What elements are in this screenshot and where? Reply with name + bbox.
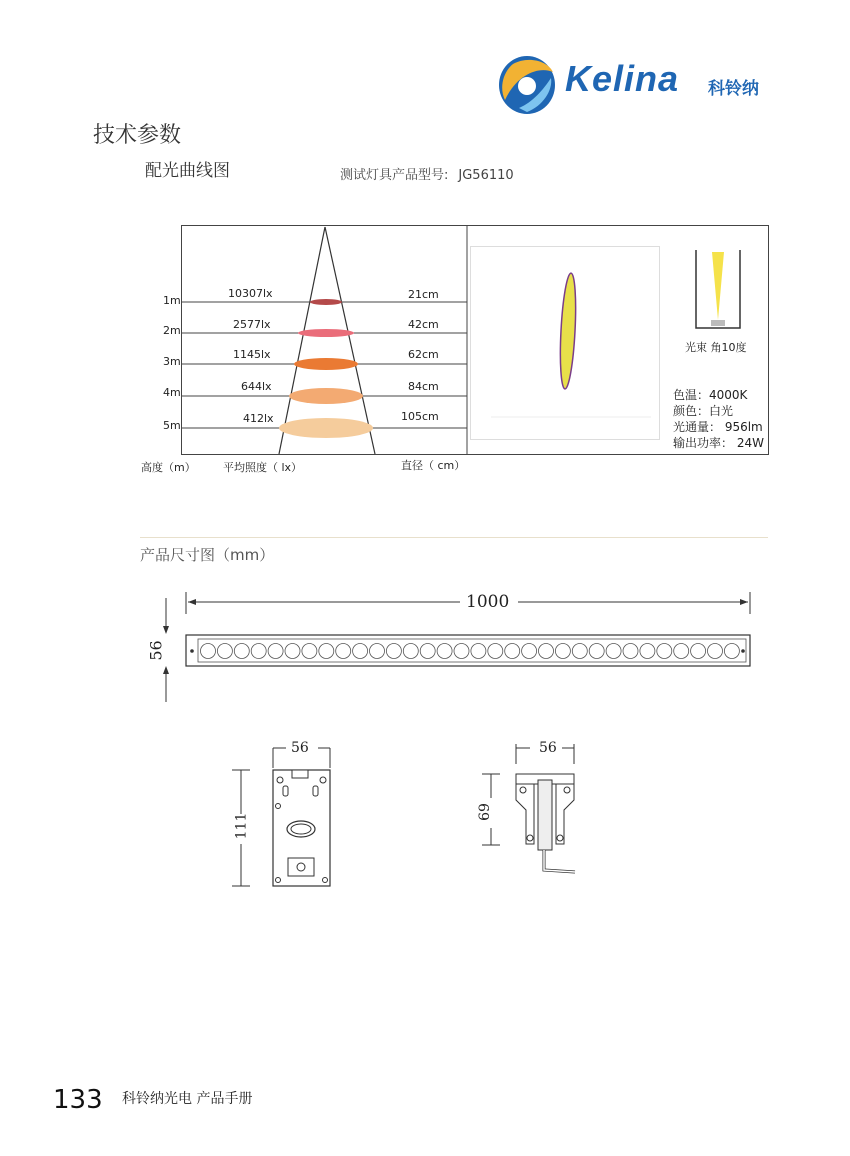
led-lens [386,644,401,659]
side-width-dimension: 56 [539,740,557,756]
beam-angle-icon [694,250,742,330]
height-dimension: 56 [146,640,166,661]
height-label: 4m [163,386,181,399]
beam-angle-label: 光束 角10度 [685,341,747,354]
lux-label: 412lx [243,412,274,425]
footer-text: 科铃纳光电 产品手册 [122,1091,253,1107]
front-width-dimension: 56 [291,740,309,756]
led-lens [471,644,486,659]
led-lens [674,644,689,659]
led-lens [353,644,368,659]
led-lens [201,644,216,659]
led-lens [572,644,587,659]
axis-height-label: 高度（m） [141,461,196,474]
led-lens [488,644,503,659]
brand-name-cn: 科铃纳 [708,79,759,99]
beam-ellipse [289,388,363,404]
led-lens [370,644,385,659]
led-lens [539,644,554,659]
height-label: 1m [163,294,181,307]
height-label: 3m [163,355,181,368]
spec-color-temp: 色温：4000K [673,388,748,402]
led-lens [708,644,723,659]
model-label: 测试灯具产品型号: [340,168,449,183]
side-height-dimension: 69 [476,803,493,821]
led-lens [285,644,300,659]
spec-color: 颜色：白光 [673,404,734,418]
led-lens [217,644,232,659]
brand-name: Kelina [565,58,680,99]
diameter-label: 21cm [408,288,439,301]
led-lens [336,644,351,659]
front-height-dimension: 111 [233,812,250,840]
led-lens [505,644,520,659]
lux-label: 644lx [241,380,272,393]
led-lens [589,644,604,659]
height-label: 5m [163,419,181,432]
beam-ellipse [298,329,354,337]
diameter-label: 62cm [408,348,439,361]
page-number: 133 [53,1085,103,1115]
polar-plot [470,246,660,440]
height-label: 2m [163,324,181,337]
led-lens [251,644,266,659]
led-lens [302,644,317,659]
diameter-label: 105cm [401,410,439,423]
led-lens [623,644,638,659]
led-lens [420,644,435,659]
led-lens [606,644,621,659]
lux-label: 10307lx [228,287,273,300]
page-title: 技术参数 [93,123,182,148]
led-lens [319,644,334,659]
beam-ellipse [310,299,342,305]
led-lens [403,644,418,659]
led-lens [657,644,672,659]
product-side-view [480,740,600,890]
lux-label: 2577lx [233,318,271,331]
led-lens [691,644,706,659]
model-value: JG56110 [458,168,514,183]
diameter-label: 84cm [408,380,439,393]
led-lens [640,644,655,659]
beam-ellipse [279,418,373,438]
led-lens [268,644,283,659]
led-lens [234,644,249,659]
section-divider [140,537,768,538]
lux-label: 1145lx [233,348,271,361]
led-lens [724,644,739,659]
axis-lux-label: 平均照度（ lx） [223,461,303,474]
led-lens [454,644,469,659]
product-long-view [150,590,760,705]
axis-diameter-label: 直径（ cm） [401,459,466,472]
spec-power: 输出功率： 24W [673,436,764,450]
section-title-light-curve: 配光曲线图 [145,161,230,181]
led-lens [522,644,537,659]
diameter-label: 42cm [408,318,439,331]
section-title-dimensions: 产品尺寸图（mm） [140,546,275,564]
beam-ellipse [294,358,358,370]
length-dimension: 1000 [466,592,510,612]
led-lens [437,644,452,659]
led-lens [555,644,570,659]
spec-flux: 光通量： 956lm [673,420,763,434]
model-line [340,164,514,183]
